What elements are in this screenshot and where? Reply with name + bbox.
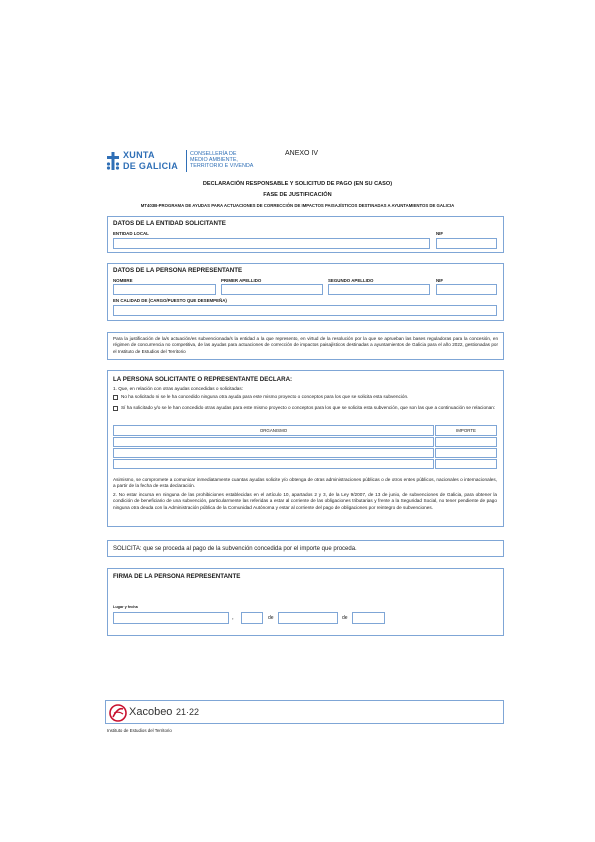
other-aid-checkbox[interactable] [113, 406, 118, 411]
month-input[interactable] [278, 612, 338, 624]
department-line-1: CONSELLERÍA DE [190, 151, 237, 157]
form-subtitle: FASE DE JUSTIFICACIÓN [263, 192, 332, 198]
aid-table-amount-header: IMPORTE [456, 428, 476, 433]
entity-local-input[interactable] [113, 238, 430, 249]
place-comma: , [232, 615, 234, 621]
commitment-text: Asimismo, se compromete a comunicar inmediatamente cuantas ayudas solicite y/o obtenga de otras administraciones públicas o de otros entes públicos, nacionales o internacionales, a partir de la fecha de esta declaración. [113, 477, 497, 489]
xunta-logo-text-1: XUNTA [123, 150, 155, 160]
xunta-cross-icon [106, 151, 120, 171]
signature-section [107, 568, 504, 636]
aid-amount-input-2[interactable] [435, 448, 497, 458]
xacobeo-brand: Xacobeo [129, 706, 173, 718]
procedure-title: MT403B-PROGRAMA DE AYUDAS PARA ACTUACIONES DE CORRECCIÓN DE IMPACTOS PAISAJÍSTICOS DESTINADAS A AYUNTAMIENTOS DE GALICIA [140, 203, 455, 208]
department-name [190, 151, 253, 170]
xunta-logo-text-2: DE GALICIA [123, 161, 179, 171]
representative-section-title: DATOS DE LA PERSONA REPRESENTANTE [113, 267, 243, 274]
aid-org-input-3[interactable] [113, 459, 434, 469]
entity-nif-input[interactable] [436, 238, 497, 249]
representative-section [107, 263, 504, 321]
surname1-input[interactable] [221, 284, 323, 295]
rep-nif-input[interactable] [436, 284, 497, 295]
footer-logo-box [105, 700, 504, 724]
aid-amount-input-1[interactable] [435, 437, 497, 447]
declares-item-1: 1. Que, en relación con otras ayudas concedidas o solicitadas: [113, 386, 244, 391]
year-input[interactable] [352, 612, 385, 624]
aid-org-input-2[interactable] [113, 448, 434, 458]
request-text: SOLICITA: que se proceda al pago de la subvención concedida por el importe que proceda. [113, 546, 357, 552]
no-other-aid-label: No ha solicitado ni se le ha concedido ninguna otra ayuda para este mismo proyecto o conceptos para los que se solicita esta subvención. [121, 394, 409, 399]
place-input[interactable] [113, 612, 229, 624]
logo-divider [186, 150, 187, 172]
aid-table [113, 425, 497, 471]
de-label-2: de [342, 615, 348, 621]
justification-text: Para la justificación de la/s actuación/es subvencionada/s la entidad a la que represento, en virtud de la resolución por la que se aprueban las bases reguladoras para la concesión, en régimen de concurrencia no competitiva, de las ayudas para actuaciones de corrección de impactos paisajísticos destinadas a ayuntamientos de Galicia para el año 2022, gestionadas por el Instituto de Estudios del Territorio [113, 336, 498, 354]
entity-section-title: DATOS DE LA ENTIDAD SOLICITANTE [113, 220, 226, 227]
declares-section [107, 370, 504, 527]
xacobeo-years: 21·22 [176, 707, 200, 717]
xunta-logo [106, 150, 186, 174]
request-section [107, 540, 504, 557]
name-input[interactable] [113, 284, 216, 295]
declares-section-title: LA PERSONA SOLICITANTE O REPRESENTANTE DECLARA: [113, 376, 293, 383]
form-title: DECLARACIÓN RESPONSABLE Y SOLICITUD DE PAGO (EN SU CASO) [202, 181, 393, 187]
aid-org-input-1[interactable] [113, 437, 434, 447]
justification-section [107, 332, 504, 360]
surname2-input[interactable] [328, 284, 430, 295]
no-other-aid-checkbox[interactable] [113, 395, 118, 400]
capacity-input[interactable] [113, 305, 497, 316]
footer-institute: Instituto de Estudios del Territorio [107, 728, 172, 733]
aid-table-org-header: ORGANISMO [259, 428, 288, 433]
entity-section [107, 216, 504, 253]
de-label-1: de [268, 615, 274, 621]
signature-section-title: FIRMA DE LA PERSONA REPRESENTANTE [113, 573, 241, 580]
capacity-label: EN CALIDAD DE (CARGO/PUESTO QUE DESEMPEÑA) [113, 298, 227, 303]
xacobeo-logo-icon [109, 704, 127, 722]
day-input[interactable] [241, 612, 263, 624]
surname2-label: SEGUNDO APELLIDO [328, 278, 374, 283]
aid-amount-input-3[interactable] [435, 459, 497, 469]
surname1-label: PRIMER APELLIDO [221, 278, 262, 283]
rep-nif-label: NIF [436, 278, 444, 283]
declares-item-2: 2. No estar incursa en ninguna de las prohibiciones establecidas en el artículo 10, apartados 2 y 3, de la Ley 9/2007, de 13 de junio, de subvenciones de Galicia, para obtener la condición de beneficiario de una subvención, particularmente las referidas a estar al corriente de las obligaciones tributarias y frente a la Seguridad Social, no tener pendiente de pago ninguna otra deuda con la Administración pública de la Comunidad Autónoma y estar al corriente del pago de obligaciones por reintegro de subvenciones. [113, 492, 497, 510]
department-line-2: MEDIO AMBIENTE, [190, 157, 238, 164]
annex-label: ANEXO IV [285, 150, 319, 157]
entity-nif-label: NIF [436, 231, 444, 236]
entity-local-label: ENTIDAD LOCAL [113, 231, 149, 236]
other-aid-label: Sí ha solicitado y/o se le han concedido otras ayudas para este mismo proyecto o conceptos para los que se solicita esta subvención, que son las que a continuación se relacionan: [121, 405, 496, 410]
department-line-3: TERRITORIO E VIVENDA [190, 163, 254, 170]
name-label: NOMBRE [113, 278, 133, 283]
place-date-label: Lugar y fecha [113, 605, 138, 609]
